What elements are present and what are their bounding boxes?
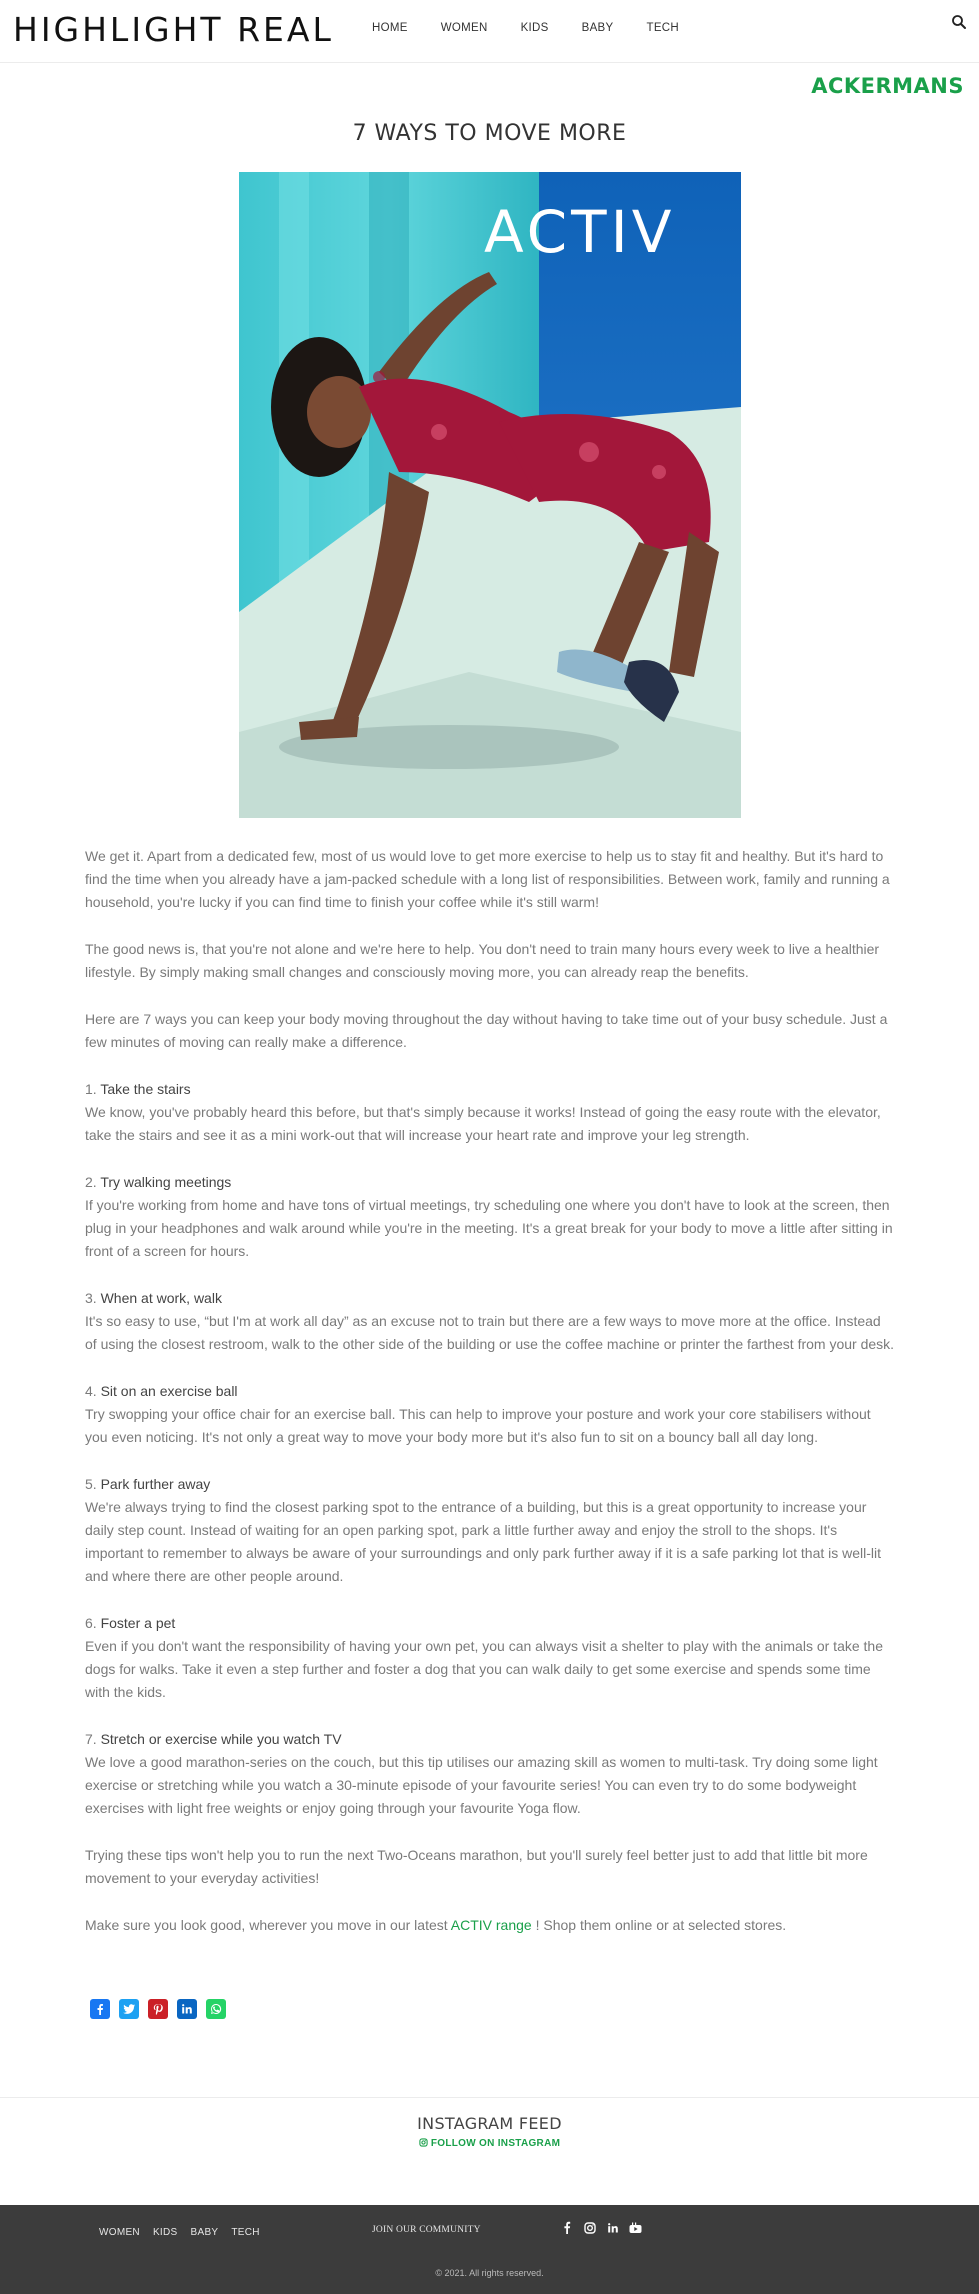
pinterest-icon[interactable]	[148, 1999, 168, 2019]
linkedin-icon[interactable]	[177, 1999, 197, 2019]
tip-body: Even if you don't want the responsibility of having your own pet, you can always visit a shelter to play with the animals or take the dogs for walks. Take it even a step further and foster a dog that you can walk daily to get some exercise and spends some time with the kids.	[85, 1638, 883, 1700]
main-nav	[372, 22, 712, 34]
cta-text: Make sure you look good, wherever you move in our latest	[85, 1917, 451, 1933]
footer-nav-kids[interactable]: KIDS	[152, 2227, 178, 2238]
tip-number: 7.	[85, 1731, 97, 1747]
outro-paragraph: Trying these tips won't help you to run the next Two-Oceans marathon, but you'll surely feel better just to add that little bit more movement to your everyday activities!	[85, 1847, 868, 1886]
tip-title: Park further away	[100, 1476, 211, 1492]
activ-logo	[484, 198, 675, 266]
activ-range-link[interactable]: ACTIV range	[450, 1917, 532, 1933]
join-community-link[interactable]: JOIN OUR COMMUNITY	[372, 2225, 481, 2235]
tip-item	[85, 1078, 895, 1147]
tip-body: We love a good marathon-series on the couch, but this tip utilises our amazing skill as women to multi-task. Try doing some light exercise or stretching while you watch a 30-minute episode of your favourite series! You can even try to do some bodyweight exercises with light free weights or enjoy going through your favourite Yoga flow.	[85, 1754, 878, 1816]
nav-tech[interactable]: TECH	[646, 22, 680, 34]
facebook-icon[interactable]	[560, 2221, 573, 2234]
tip-title: Foster a pet	[100, 1615, 176, 1631]
tip-body: Try swopping your office chair for an exercise ball. This can help to improve your posture and work your core stabilisers without you even noticing. It's not only a great way to move your body more but it's also fun to sit on a bouncy ball all day long.	[85, 1406, 871, 1445]
footer-nav-tech[interactable]: TECH	[231, 2227, 260, 2238]
tip-item	[85, 1728, 895, 1820]
brand-logo[interactable]: ACKERMANS	[811, 74, 964, 98]
instagram-icon	[419, 2138, 428, 2150]
tip-item	[85, 1612, 895, 1704]
tip-number: 6.	[85, 1615, 97, 1631]
tip-title: Sit on an exercise ball	[100, 1383, 238, 1399]
tip-title: Take the stairs	[100, 1081, 191, 1097]
article-body	[85, 845, 895, 1961]
hero-image	[239, 172, 741, 818]
tip-body: We know, you've probably heard this before, but that's simply because it works! Instead of going the easy route with the elevator, take the stairs and see it as a mini work-out that will increase your heart rate and improve your leg strength.	[85, 1104, 881, 1143]
facebook-icon[interactable]	[90, 1999, 110, 2019]
tip-body: If you're working from home and have tons of virtual meetings, try scheduling one where you don't have to look at the screen, then plug in your headphones and walk around while you're in the meeting. It's a great break for your body to move a little after sitting in front of a screen for hours.	[85, 1197, 893, 1259]
intro-paragraph: The good news is, that you're not alone and we're here to help. You don't need to train many hours every week to live a healthier lifestyle. By simply making small changes and consciously moving more, you can already reap the benefits.	[85, 941, 880, 980]
article-title: 7 WAYS TO MOVE MORE	[352, 121, 627, 146]
intro-paragraph: We get it. Apart from a dedicated few, most of us would love to get more exercise to help us to stay fit and healthy. But it's hard to find the time when you already have a jam-packed schedule with a long list of responsibilities. Between work, family and running a household, you're lucky if you can find time to finish your coffee while it's still warm!	[85, 848, 890, 910]
tip-item	[85, 1380, 895, 1449]
tip-number: 5.	[85, 1476, 97, 1492]
svg-text:ACTIV: ACTIV	[484, 198, 676, 266]
follow-instagram-link[interactable]	[0, 2138, 979, 2150]
linkedin-icon[interactable]	[606, 2221, 619, 2234]
search-icon[interactable]	[951, 14, 967, 30]
tip-title: Stretch or exercise while you watch TV	[100, 1731, 342, 1747]
site-logo[interactable]: HIGHLIGHT REAL	[13, 10, 334, 49]
footer-social	[560, 2221, 642, 2234]
cta-text-after: ! Shop them online or at selected stores.	[531, 1917, 787, 1933]
copyright-text: © 2021. All rights reserved.	[435, 2268, 544, 2278]
tip-body: It's so easy to use, “but I'm at work all day” as an excuse not to train but there are a few ways to move more at the office. Instead of using the closest restroom, walk to the other side of the building or use the coffee machine or printer the farthest from your desk.	[85, 1313, 895, 1352]
tip-number: 3.	[85, 1290, 97, 1306]
tip-title: Try walking meetings	[100, 1174, 232, 1190]
nav-home[interactable]: HOME	[372, 22, 408, 34]
twitter-icon[interactable]	[119, 1999, 139, 2019]
cta-paragraph	[85, 1914, 895, 1937]
instagram-icon[interactable]	[583, 2221, 596, 2234]
tip-item	[85, 1473, 895, 1588]
tip-number: 4.	[85, 1383, 97, 1399]
nav-baby[interactable]: BABY	[581, 22, 614, 34]
nav-women[interactable]: WOMEN	[440, 22, 488, 34]
nav-kids[interactable]: KIDS	[520, 22, 549, 34]
follow-instagram-label: FOLLOW ON INSTAGRAM	[430, 2138, 561, 2149]
tip-number: 1.	[85, 1081, 97, 1097]
intro-paragraph: Here are 7 ways you can keep your body moving throughout the day without having to take time out of your busy schedule. Just a few minutes of moving can really make a difference.	[85, 1011, 888, 1050]
site-header	[0, 0, 979, 63]
tip-item	[85, 1171, 895, 1263]
whatsapp-icon[interactable]	[206, 1999, 226, 2019]
instagram-feed-section	[0, 2097, 979, 2205]
tip-body: We're always trying to find the closest parking spot to the entrance of a building, but this is a great opportunity to increase your daily step count. Instead of waiting for an open parking spot, park a little further away and enjoy the stroll to the shops. It's important to remember to always be aware of your surroundings and only park further away if it is a safe parking lot that is well-lit and where there are other people around.	[85, 1499, 882, 1584]
tip-title: When at work, walk	[100, 1290, 222, 1306]
footer-nav-baby[interactable]: BABY	[190, 2227, 219, 2238]
tip-number: 2.	[85, 1174, 97, 1190]
instagram-feed-title: INSTAGRAM FEED	[417, 2114, 562, 2133]
youtube-icon[interactable]	[629, 2221, 642, 2234]
tip-item	[85, 1287, 895, 1356]
footer-nav	[99, 2227, 273, 2238]
footer-nav-women[interactable]: WOMEN	[99, 2227, 140, 2238]
share-bar	[90, 1999, 226, 2019]
site-footer	[0, 2205, 979, 2294]
